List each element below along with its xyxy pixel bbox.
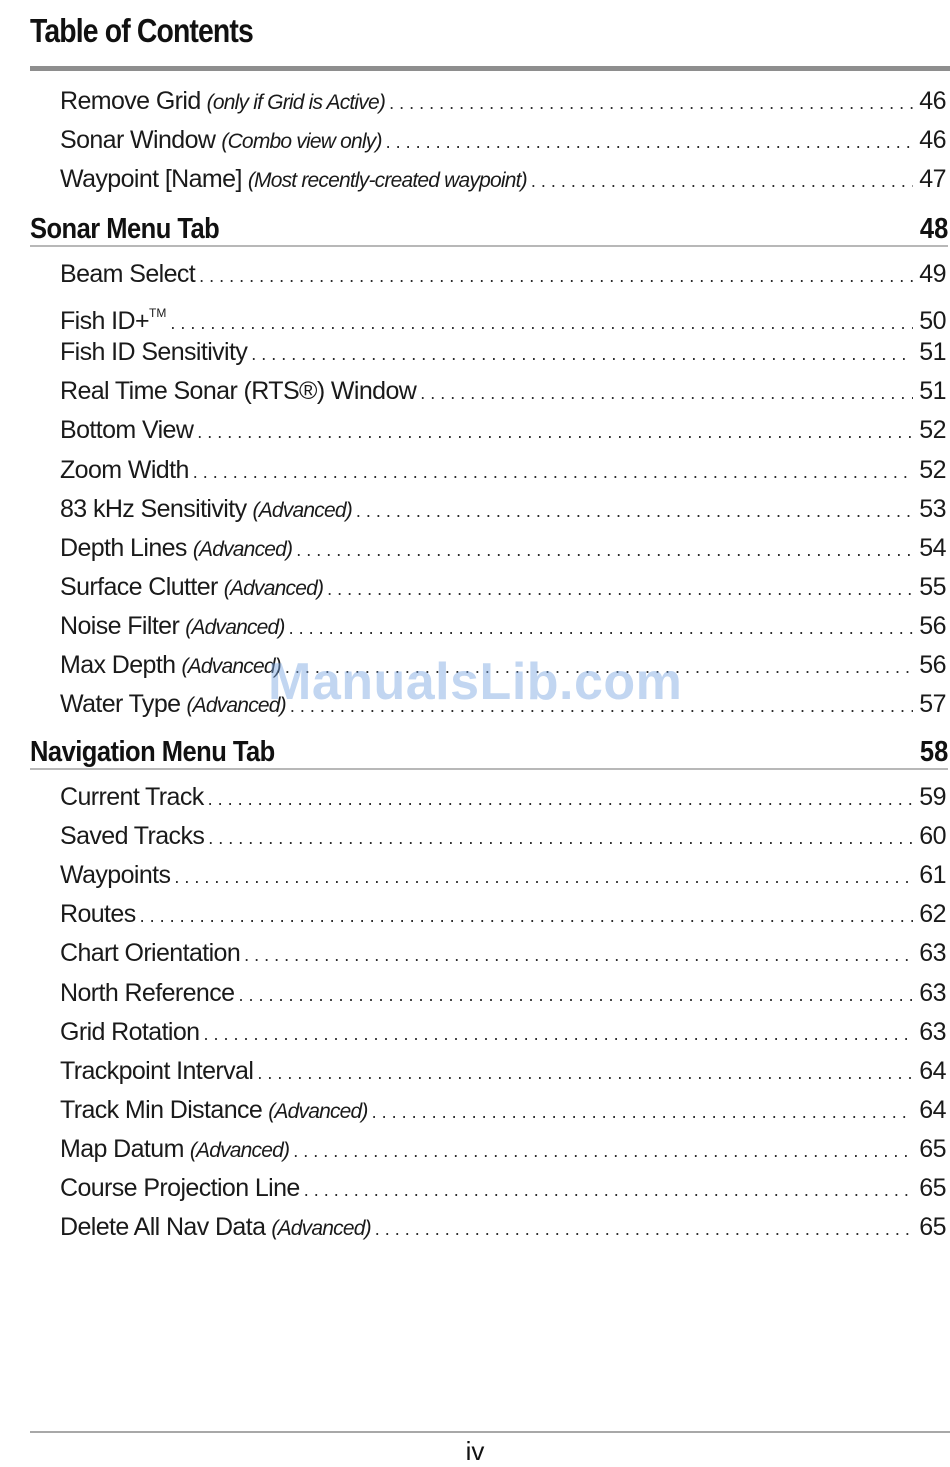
toc-entry-label: Depth Lines bbox=[60, 533, 187, 562]
toc-entry-page: 49 bbox=[919, 260, 946, 288]
toc-entry-page: 54 bbox=[919, 533, 946, 562]
section-page-number: 48 bbox=[919, 213, 948, 245]
toc-entry-page: 55 bbox=[919, 572, 946, 601]
toc-entry-label: Waypoints bbox=[60, 861, 171, 890]
toc-entry-label: Chart Orientation bbox=[60, 939, 241, 968]
section-title: Navigation Menu Tab bbox=[30, 736, 275, 768]
toc-entry-label: Map Datum bbox=[60, 1134, 184, 1163]
toc-entry[interactable] bbox=[60, 782, 946, 812]
dot-leader bbox=[531, 166, 913, 196]
toc-entry-label: Beam Select bbox=[60, 260, 196, 288]
dot-leader bbox=[199, 261, 913, 291]
toc-entry[interactable] bbox=[60, 415, 946, 445]
dot-leader bbox=[389, 88, 913, 118]
toc-entry[interactable] bbox=[60, 899, 946, 929]
toc-entry-page: 56 bbox=[919, 651, 946, 679]
toc-entry-label: 83 kHz Sensitivity bbox=[60, 494, 247, 523]
toc-entry[interactable] bbox=[60, 1056, 946, 1086]
toc-entry-page: 52 bbox=[919, 416, 946, 445]
toc-entry-label: Grid Rotation bbox=[60, 1017, 200, 1046]
toc-entry-page: 59 bbox=[919, 783, 946, 811]
dot-leader bbox=[257, 1058, 913, 1088]
toc-entry-label: Noise Filter bbox=[60, 611, 180, 640]
dot-leader bbox=[197, 417, 913, 447]
dot-leader bbox=[372, 1097, 914, 1127]
toc-entry-page: 63 bbox=[919, 978, 946, 1007]
section-heading[interactable] bbox=[30, 213, 948, 247]
dot-leader bbox=[386, 127, 914, 157]
toc-entry-page: 63 bbox=[919, 1017, 946, 1046]
toc-entry[interactable] bbox=[60, 611, 946, 641]
footer-divider bbox=[30, 1431, 950, 1433]
toc-entry-page: 51 bbox=[919, 338, 946, 367]
toc-entry-page: 61 bbox=[919, 861, 946, 890]
toc-entry[interactable] bbox=[60, 1212, 946, 1242]
page-title: Table of Contents bbox=[30, 12, 253, 49]
dot-leader bbox=[304, 1175, 913, 1205]
toc-entry-note: (Advanced) bbox=[268, 1099, 368, 1123]
toc-entry[interactable] bbox=[60, 1134, 946, 1164]
dot-leader bbox=[170, 308, 913, 338]
toc-entry-note: (Advanced) bbox=[185, 615, 285, 639]
toc-entry-note: (Advanced) bbox=[271, 1217, 371, 1241]
toc-entry[interactable] bbox=[60, 337, 946, 367]
toc-entry-page: 63 bbox=[919, 939, 946, 968]
toc-entry[interactable] bbox=[60, 1095, 946, 1125]
toc-entry-label: Trackpoint Interval bbox=[60, 1056, 254, 1085]
footer-page-number: iv bbox=[465, 1436, 485, 1466]
toc-entry-label: Current Track bbox=[60, 783, 204, 811]
toc-entry-page: 47 bbox=[919, 165, 946, 194]
toc-entry[interactable] bbox=[60, 164, 946, 194]
dot-leader bbox=[289, 613, 914, 643]
trademark-mark: TM bbox=[148, 306, 167, 321]
toc-entry[interactable] bbox=[60, 533, 946, 563]
toc-entry-note: (Advanced) bbox=[223, 576, 324, 600]
toc-entry-note: (Most recently-created waypoint) bbox=[247, 169, 527, 193]
toc-entry-label: Zoom Width bbox=[60, 455, 189, 484]
dot-leader bbox=[140, 901, 914, 931]
section-heading[interactable] bbox=[30, 736, 948, 770]
toc-entry-page: 56 bbox=[919, 611, 946, 640]
toc-entry[interactable] bbox=[60, 1173, 946, 1203]
toc-entry-page: 46 bbox=[919, 87, 946, 115]
dot-leader bbox=[244, 940, 913, 970]
toc-entry-page: 64 bbox=[919, 1056, 946, 1085]
toc-entry-label: Remove Grid bbox=[60, 87, 201, 115]
dot-leader bbox=[375, 1214, 913, 1244]
section-page-number: 58 bbox=[919, 736, 948, 768]
dot-leader bbox=[204, 1019, 914, 1049]
toc-entry[interactable] bbox=[60, 376, 946, 406]
toc-entry-page: 62 bbox=[919, 900, 946, 929]
toc-entry[interactable] bbox=[60, 572, 946, 602]
toc-entry-page: 51 bbox=[919, 377, 946, 406]
section-title: Sonar Menu Tab bbox=[30, 213, 220, 245]
toc-entry-label: Surface Clutter bbox=[60, 572, 218, 601]
toc-entry[interactable] bbox=[60, 1017, 946, 1047]
toc-entry[interactable] bbox=[60, 978, 946, 1008]
toc-entry-note: (Advanced) bbox=[189, 1138, 290, 1162]
dot-leader bbox=[174, 862, 913, 892]
dot-leader bbox=[327, 574, 913, 604]
toc-entry-note: (Advanced) bbox=[192, 537, 293, 561]
watermark-logo: ManualsLib.com bbox=[268, 653, 683, 711]
toc-entry-label: Real Time Sonar (RTS®) Window bbox=[60, 377, 417, 406]
toc-entry-page: 57 bbox=[919, 690, 946, 719]
toc-entry[interactable] bbox=[60, 259, 946, 289]
title-divider bbox=[30, 66, 950, 71]
toc-entry[interactable] bbox=[60, 86, 946, 116]
toc-entry[interactable] bbox=[60, 821, 946, 851]
toc-entry[interactable] bbox=[60, 125, 946, 155]
toc-entry-label: Max Depth bbox=[60, 651, 176, 679]
dot-leader bbox=[420, 378, 913, 408]
dot-leader bbox=[193, 457, 913, 487]
toc-entry-label: Sonar Window bbox=[60, 126, 216, 155]
toc-entry[interactable] bbox=[60, 860, 946, 890]
toc-entry-page: 60 bbox=[919, 822, 946, 851]
toc-entry-page: 65 bbox=[919, 1213, 946, 1242]
toc-entry-note: (Advanced) bbox=[186, 694, 286, 718]
toc-entry-label: Fish ID Sensitivity bbox=[60, 338, 248, 367]
toc-entry-page: 64 bbox=[919, 1095, 946, 1124]
dot-leader bbox=[251, 339, 913, 369]
toc-entry[interactable] bbox=[60, 938, 946, 968]
toc-entry-page: 46 bbox=[919, 126, 946, 155]
toc-entry-note: (Combo view only) bbox=[221, 130, 382, 154]
toc-entry-label: Delete All Nav Data bbox=[60, 1213, 266, 1242]
dot-leader bbox=[238, 980, 913, 1010]
toc-entry-label: Fish ID+™ bbox=[60, 306, 167, 336]
toc-entry-label: Waypoint [Name] bbox=[60, 165, 242, 194]
toc-entry-page: 50 bbox=[919, 307, 946, 336]
dot-leader bbox=[296, 535, 913, 565]
toc-entry-page: 65 bbox=[919, 1174, 946, 1202]
dot-leader bbox=[208, 784, 914, 814]
toc-entry[interactable] bbox=[60, 298, 946, 336]
toc-entry-note: (Advanced) bbox=[181, 655, 281, 678]
toc-entry-note: (only if Grid is Active) bbox=[206, 91, 386, 114]
toc-entry-page: 65 bbox=[919, 1134, 946, 1163]
toc-entry-page: 52 bbox=[919, 455, 946, 484]
dot-leader bbox=[208, 823, 913, 853]
toc-entry-note: (Advanced) bbox=[252, 498, 352, 522]
toc-entry[interactable] bbox=[60, 455, 946, 485]
dot-leader bbox=[356, 496, 913, 526]
toc-entry-label: Water Type bbox=[60, 690, 181, 719]
toc-entry-label: North Reference bbox=[60, 978, 235, 1007]
toc-entry-label: Bottom View bbox=[60, 416, 194, 445]
toc-entry-label: Routes bbox=[60, 900, 136, 929]
toc-entry-label: Saved Tracks bbox=[60, 822, 205, 851]
dot-leader bbox=[293, 1136, 913, 1166]
toc-entry[interactable] bbox=[60, 494, 946, 524]
toc-entry-page: 53 bbox=[919, 494, 946, 523]
toc-entry-label: Course Projection Line bbox=[60, 1174, 300, 1202]
toc-entry-label: Track Min Distance bbox=[60, 1095, 263, 1124]
